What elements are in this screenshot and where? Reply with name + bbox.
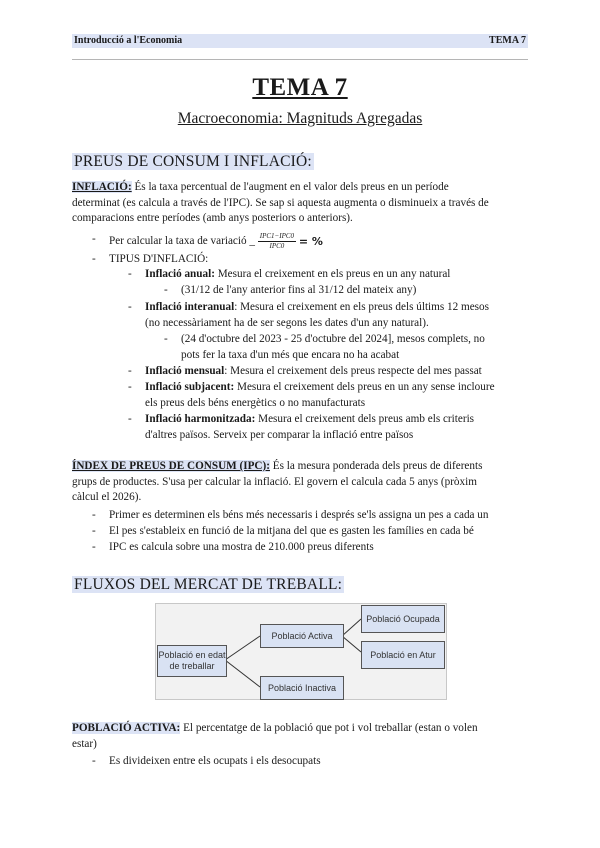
connector-activa-atur	[342, 636, 361, 652]
box-poblacio-edat-treballar: Població en edat de treballar	[157, 645, 227, 677]
page-subtitle: Macroeconomia: Magnituds Agregadas	[177, 110, 423, 127]
inflacio-mensual-item: Inflació mensual: Mesura el creixement dels preus respecte del mes passat	[145, 365, 482, 377]
ipc-definition: ÍNDEX DE PREUS DE CONSUM (IPC): És la mesura ponderada dels preus de diferents grups de productes. S'usa per calcular la inflació. El govern el calcula cada 5 anys (pròxim càlcul el 2026).	[72, 460, 483, 503]
page-header	[72, 34, 528, 48]
taxa-variacio-item: Per calcular la taxa de variació _ IPC1−IPC0 IPC0 = %	[109, 232, 323, 250]
header-divider	[72, 59, 528, 60]
box-poblacio-inactiva: Població Inactiva	[260, 676, 344, 700]
poblacio-activa-label: POBLACIÓ ACTIVA:	[72, 722, 181, 734]
box-poblacio-activa: Població Activa	[260, 624, 344, 648]
inflacio-harmonitzada-item: Inflació harmonitzada: Mesura el creixement dels preus amb els criteris d'altres països. Serveix per comparar la inflació entre països	[145, 413, 475, 441]
connector-edat-activa	[225, 636, 260, 660]
connector-activa-ocupada	[342, 619, 361, 636]
inflacio-subjacent-item: Inflació subjacent: Mesura el creixement dels preus en un any sense incloure els preus dels béns energètics o no manufacturats	[145, 381, 495, 409]
box-poblacio-ocupada: Població Ocupada	[361, 605, 445, 633]
inflacio-interanual-example: (24 d'octubre del 2023 - 25 d'octubre del 2024], mesos complets, no pots fer la taxa d'un més que encara no ha acabat	[181, 333, 485, 361]
inflacio-anual-item: Inflació anual: Mesura el creixement en els preus en un any natural	[145, 268, 451, 280]
tipus-inflacio-label: TIPUS D'INFLACIÓ:	[109, 253, 209, 265]
section-heading-fluxos: FLUXOS DEL MERCAT DE TREBALL:	[74, 576, 343, 593]
box-poblacio-atur: Població en Atur	[361, 641, 445, 669]
ipc-item: Primer es determinen els béns més necessaris i després se'ls assigna un pes a cada un	[109, 509, 489, 521]
inflacio-interanual-item: Inflació interanual: Mesura el creixement en els preus dels últims 12 mesos (no necessàriament ha de ser segons les dates d'un any natural).	[145, 301, 489, 329]
inflacio-anual-example: (31/12 de l'any anterior fins al 31/12 del mateix any)	[181, 284, 417, 296]
ipc-item: El pes s'estableix en funció de la mitjana del que es gasten les famílies en cada bé	[109, 525, 474, 537]
ipc-label: ÍNDEX DE PREUS DE CONSUM (IPC):	[72, 460, 270, 472]
taxa-formula: IPC1−IPC0 IPC0	[259, 232, 295, 250]
section-heading-inflacio: PREUS DE CONSUM I INFLACIÓ:	[74, 153, 312, 170]
inflacio-definition: INFLACIÓ: És la taxa percentual de l'augment en el valor dels preus en un període determinat (es calcula a través de l'IPC). Se sap si aquesta augmenta o disminueix a través de comparacions entre períodes (amb anys posteriors o anteriors).	[72, 181, 489, 224]
bullet-dash: -	[92, 233, 96, 245]
header-course: Introducció a l'Economia	[74, 35, 183, 46]
ipc-item: IPC es calcula sobre una mostra de 210.000 preus diferents	[109, 541, 374, 553]
poblacio-activa-definition: POBLACIÓ ACTIVA: El percentatge de la població que pot i vol treballar (estan o volen estar)	[72, 722, 478, 750]
page-title: TEMA 7	[252, 74, 348, 101]
connector-edat-inactiva	[225, 660, 260, 687]
poblacio-activa-item: Es divideixen entre els ocupats i els desocupats	[109, 755, 321, 767]
header-topic: TEMA 7	[489, 35, 526, 46]
inflacio-label: INFLACIÓ:	[72, 181, 132, 193]
